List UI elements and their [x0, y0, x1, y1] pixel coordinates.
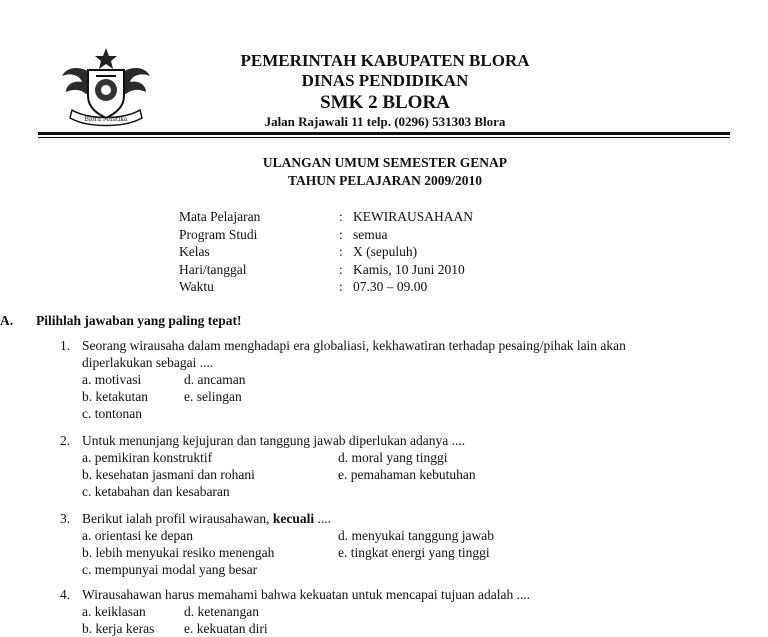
option-b[interactable]: b. lebih menyukai resiko menengah: [82, 545, 275, 560]
section-instruction: Pilihlah jawaban yang paling tepat!: [36, 313, 242, 328]
option-d[interactable]: d. moral yang tinggi: [338, 450, 448, 465]
option-b[interactable]: b. ketakutan: [82, 389, 148, 404]
question-2: 2. Untuk menunjang kejujuran dan tanggung jawab diperlukan adanya .... a. pemikiran konstruktif d. moral yang tinggi b. kesehatan jasmani dan rohani e. pemahaman kebutuhan c. ketabahan dan kesabaran: [60, 433, 476, 499]
exam-year: TAHUN PELAJARAN 2009/2010: [287, 173, 482, 188]
question-1: 1. Seorang wirausaha dalam menghadapi era globaliasi, kekhawatiran terhadap pesaing/pihak lain akan diperlakukan sebagai .... a. motivasi d. ancaman b. ketakutan e. selingan c. tontonan: [60, 338, 626, 421]
option-b[interactable]: b. kerja keras: [82, 621, 155, 636]
header-rule-thin: [38, 137, 730, 138]
option-e[interactable]: e. kekuatan diri: [184, 621, 268, 636]
option-a[interactable]: a. keiklasan: [82, 604, 146, 619]
school-name: SMK 2 BLORA: [320, 92, 450, 113]
section-number: A.: [0, 313, 14, 328]
info-row-class: Kelas : X (sepuluh): [179, 244, 418, 259]
option-e[interactable]: e. tingkat energi yang tinggi: [338, 545, 490, 560]
option-c[interactable]: c. tontonan: [82, 406, 142, 421]
info-row-subject: Mata Pelajaran : KEWIRAUSAHAAN: [179, 209, 473, 224]
exam-info: [179, 208, 473, 296]
option-c[interactable]: c. mempunyai modal yang besar: [82, 562, 258, 577]
option-a[interactable]: a. pemikiran konstruktif: [82, 450, 213, 465]
school-address: Jalan Rajawali 11 telp. (0296) 531303 Blora: [264, 114, 506, 129]
logo-emblem: [58, 46, 154, 128]
option-a[interactable]: a. motivasi: [82, 372, 142, 387]
info-row-time: Waktu : 07.30 – 09.00: [179, 279, 428, 294]
svg-text:Blora Mustika: Blora Mustika: [84, 116, 128, 123]
question-3: 3. Berikut ialah profil wirausahawan, kecuali .... a. orientasi ke depan d. menyukai tanggung jawab b. lebih menyukai resiko menengah e. tingkat energi yang tinggi c. mempunyai modal yang besar: [60, 511, 494, 577]
option-a[interactable]: a. orientasi ke depan: [82, 528, 193, 543]
option-d[interactable]: d. ancaman: [184, 372, 246, 387]
exam-title: ULANGAN UMUM SEMESTER GENAP: [262, 155, 508, 170]
option-e[interactable]: e. pemahaman kebutuhan: [338, 467, 476, 482]
gov-title: PEMERINTAH KABUPATEN BLORA: [240, 51, 530, 70]
info-row-date: Hari/tanggal : Kamis, 10 Juni 2010: [179, 261, 465, 277]
option-d[interactable]: d. ketenangan: [184, 604, 259, 619]
option-c[interactable]: c. ketabahan dan kesabaran: [82, 484, 230, 499]
office-title: DINAS PENDIDIKAN: [301, 71, 469, 90]
option-b[interactable]: b. kesehatan jasmani dan rohani: [82, 467, 255, 482]
info-row-program: Program Studi : semua: [179, 226, 388, 242]
option-d[interactable]: d. menyukai tanggung jawab: [338, 528, 494, 543]
header-rule-thick: [38, 132, 730, 135]
option-e[interactable]: e. selingan: [184, 389, 242, 404]
question-4: 4. Wirausahawan harus memahami bahwa kekuatan untuk mencapai tujuan adalah .... a. keiklasan d. ketenangan b. kerja keras e. kekuatan diri: [60, 587, 531, 636]
